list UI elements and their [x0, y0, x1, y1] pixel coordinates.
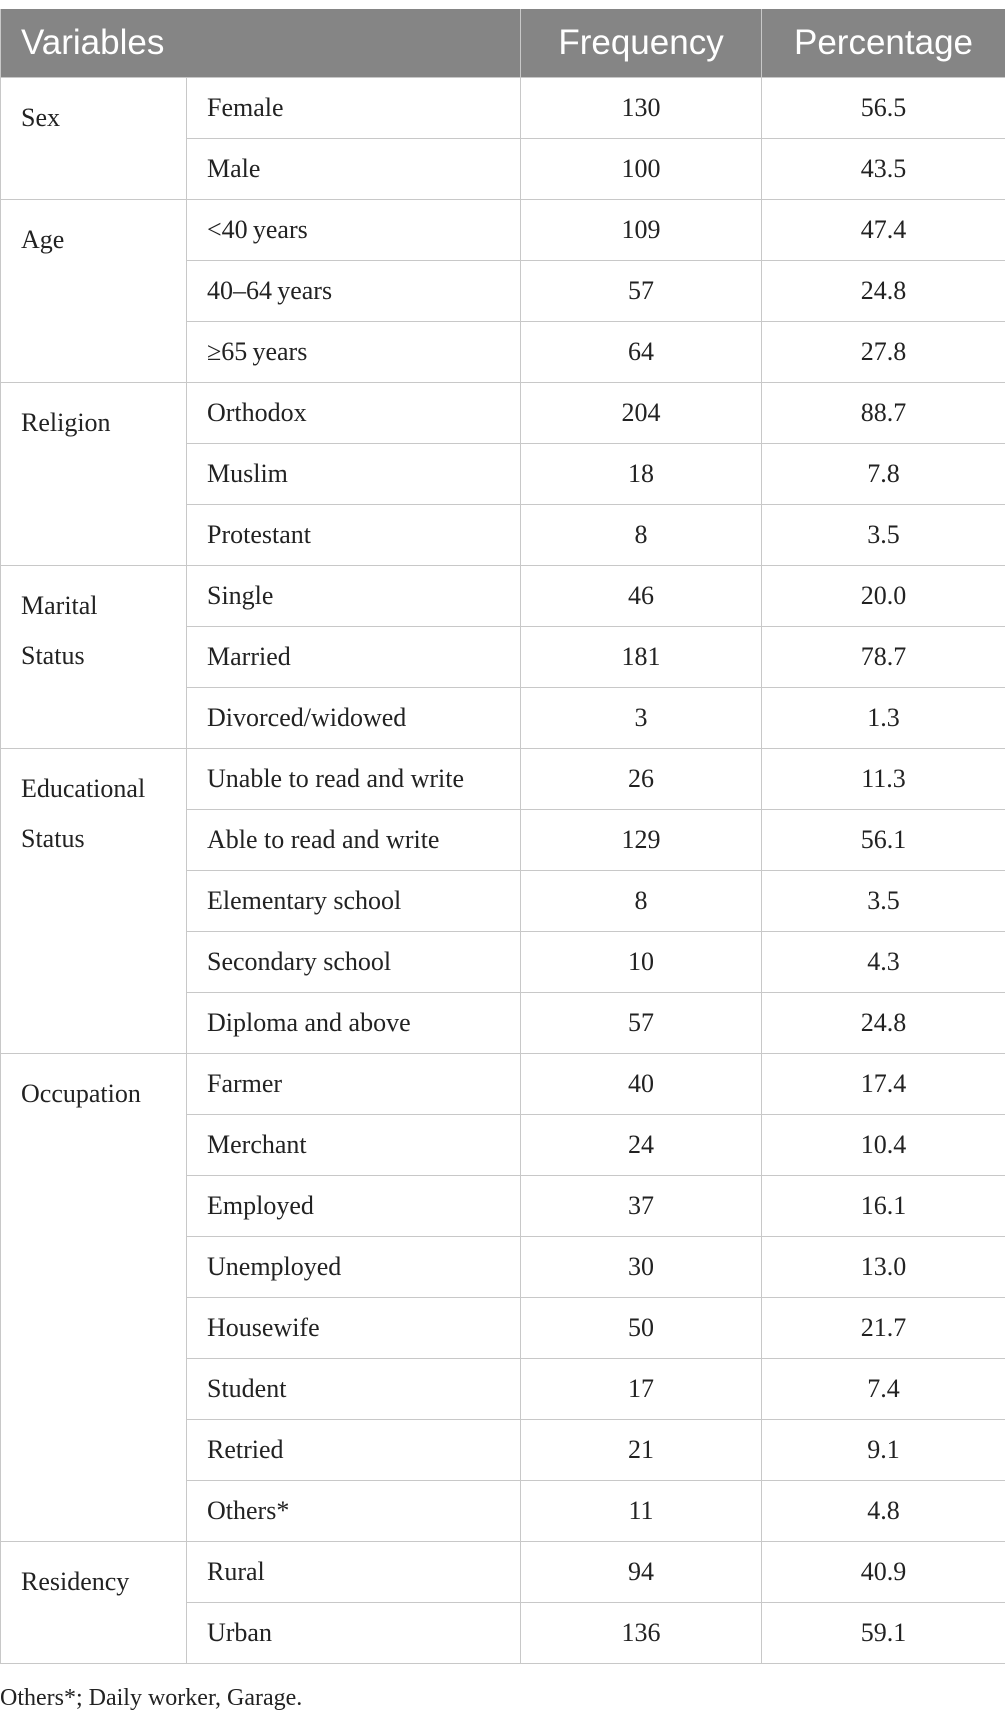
subcategory-cell: Employed	[187, 1176, 521, 1237]
percentage-cell: 1.3	[762, 688, 1005, 749]
category-label: Age	[21, 225, 65, 254]
frequency-cell: 17	[521, 1359, 762, 1420]
percentage-cell: 47.4	[762, 200, 1005, 261]
percentage-cell: 17.4	[762, 1054, 1005, 1115]
subcategory-cell: Student	[187, 1359, 521, 1420]
frequency-cell: 10	[521, 932, 762, 993]
category-label: Educational Status	[21, 774, 146, 853]
percentage-cell: 78.7	[762, 627, 1005, 688]
subcategory-cell: ≥65 years	[187, 322, 521, 383]
category-label: Residency	[21, 1567, 130, 1596]
frequency-cell: 37	[521, 1176, 762, 1237]
percentage-cell: 27.8	[762, 322, 1005, 383]
percentage-cell: 4.3	[762, 932, 1005, 993]
subcategory-cell: Diploma and above	[187, 993, 521, 1054]
table-body	[1, 78, 1005, 1664]
table-header	[1, 9, 1005, 78]
frequency-cell: 26	[521, 749, 762, 810]
frequency-cell: 57	[521, 993, 762, 1054]
table-row	[1, 749, 1005, 810]
percentage-cell: 10.4	[762, 1115, 1005, 1176]
frequency-cell: 3	[521, 688, 762, 749]
frequency-cell: 8	[521, 871, 762, 932]
table-row	[1, 383, 1005, 444]
percentage-cell: 7.4	[762, 1359, 1005, 1420]
subcategory-cell: Muslim	[187, 444, 521, 505]
category-cell	[1, 749, 187, 1054]
percentage-cell: 24.8	[762, 993, 1005, 1054]
frequency-cell: 50	[521, 1298, 762, 1359]
frequency-cell: 94	[521, 1542, 762, 1603]
subcategory-cell: Able to read and write	[187, 810, 521, 871]
percentage-cell: 24.8	[762, 261, 1005, 322]
category-label: Occupation	[21, 1079, 141, 1108]
frequency-cell: 30	[521, 1237, 762, 1298]
category-cell	[1, 1054, 187, 1542]
table-row	[1, 78, 1005, 139]
subcategory-cell: 40–64 years	[187, 261, 521, 322]
table-row	[1, 1542, 1005, 1603]
percentage-cell: 20.0	[762, 566, 1005, 627]
frequency-cell: 24	[521, 1115, 762, 1176]
percentage-cell: 9.1	[762, 1420, 1005, 1481]
percentage-cell: 40.9	[762, 1542, 1005, 1603]
category-label: Marital Status	[21, 591, 98, 670]
percentage-cell: 4.8	[762, 1481, 1005, 1542]
header-row	[1, 9, 1005, 78]
category-cell	[1, 566, 187, 749]
percentage-cell: 13.0	[762, 1237, 1005, 1298]
subcategory-cell: Married	[187, 627, 521, 688]
category-cell	[1, 383, 187, 566]
frequency-cell: 204	[521, 383, 762, 444]
category-cell	[1, 78, 187, 200]
subcategory-cell: Single	[187, 566, 521, 627]
percentage-cell: 59.1	[762, 1603, 1005, 1664]
category-cell	[1, 1542, 187, 1664]
category-cell	[1, 200, 187, 383]
table-footnote: Others*; Daily worker, Garage.	[0, 1685, 303, 1711]
subcategory-cell: Rural	[187, 1542, 521, 1603]
percentage-cell: 3.5	[762, 871, 1005, 932]
subcategory-cell: Female	[187, 78, 521, 139]
frequency-cell: 100	[521, 139, 762, 200]
subcategory-cell: Merchant	[187, 1115, 521, 1176]
frequency-cell: 130	[521, 78, 762, 139]
percentage-cell: 43.5	[762, 139, 1005, 200]
subcategory-cell: Secondary school	[187, 932, 521, 993]
subcategory-cell: Orthodox	[187, 383, 521, 444]
frequency-cell: 64	[521, 322, 762, 383]
subcategory-cell: Unemployed	[187, 1237, 521, 1298]
percentage-cell: 56.5	[762, 78, 1005, 139]
percentage-cell: 16.1	[762, 1176, 1005, 1237]
frequency-cell: 57	[521, 261, 762, 322]
variables-header: Variables	[1, 9, 521, 78]
table-row	[1, 1054, 1005, 1115]
percentage-header: Percentage	[762, 9, 1005, 78]
percentage-cell: 88.7	[762, 383, 1005, 444]
percentage-cell: 3.5	[762, 505, 1005, 566]
subcategory-cell: Others*	[187, 1481, 521, 1542]
category-label: Sex	[21, 103, 60, 132]
frequency-cell: 46	[521, 566, 762, 627]
frequency-cell: 129	[521, 810, 762, 871]
percentage-cell: 56.1	[762, 810, 1005, 871]
subcategory-cell: Unable to read and write	[187, 749, 521, 810]
frequency-cell: 40	[521, 1054, 762, 1115]
frequency-cell: 18	[521, 444, 762, 505]
subcategory-cell: Retried	[187, 1420, 521, 1481]
percentage-cell: 11.3	[762, 749, 1005, 810]
frequency-header: Frequency	[521, 9, 762, 78]
subcategory-cell: Elementary school	[187, 871, 521, 932]
frequency-cell: 11	[521, 1481, 762, 1542]
frequency-cell: 136	[521, 1603, 762, 1664]
table-row	[1, 200, 1005, 261]
subcategory-cell: Urban	[187, 1603, 521, 1664]
subcategory-cell: Farmer	[187, 1054, 521, 1115]
percentage-cell: 7.8	[762, 444, 1005, 505]
subcategory-cell: Divorced/widowed	[187, 688, 521, 749]
frequency-cell: 8	[521, 505, 762, 566]
subcategory-cell: Male	[187, 139, 521, 200]
category-label: Religion	[21, 408, 111, 437]
demographics-table	[0, 9, 1005, 1664]
subcategory-cell: <40 years	[187, 200, 521, 261]
subcategory-cell: Housewife	[187, 1298, 521, 1359]
frequency-cell: 109	[521, 200, 762, 261]
frequency-cell: 21	[521, 1420, 762, 1481]
frequency-cell: 181	[521, 627, 762, 688]
subcategory-cell: Protestant	[187, 505, 521, 566]
table-row	[1, 566, 1005, 627]
percentage-cell: 21.7	[762, 1298, 1005, 1359]
